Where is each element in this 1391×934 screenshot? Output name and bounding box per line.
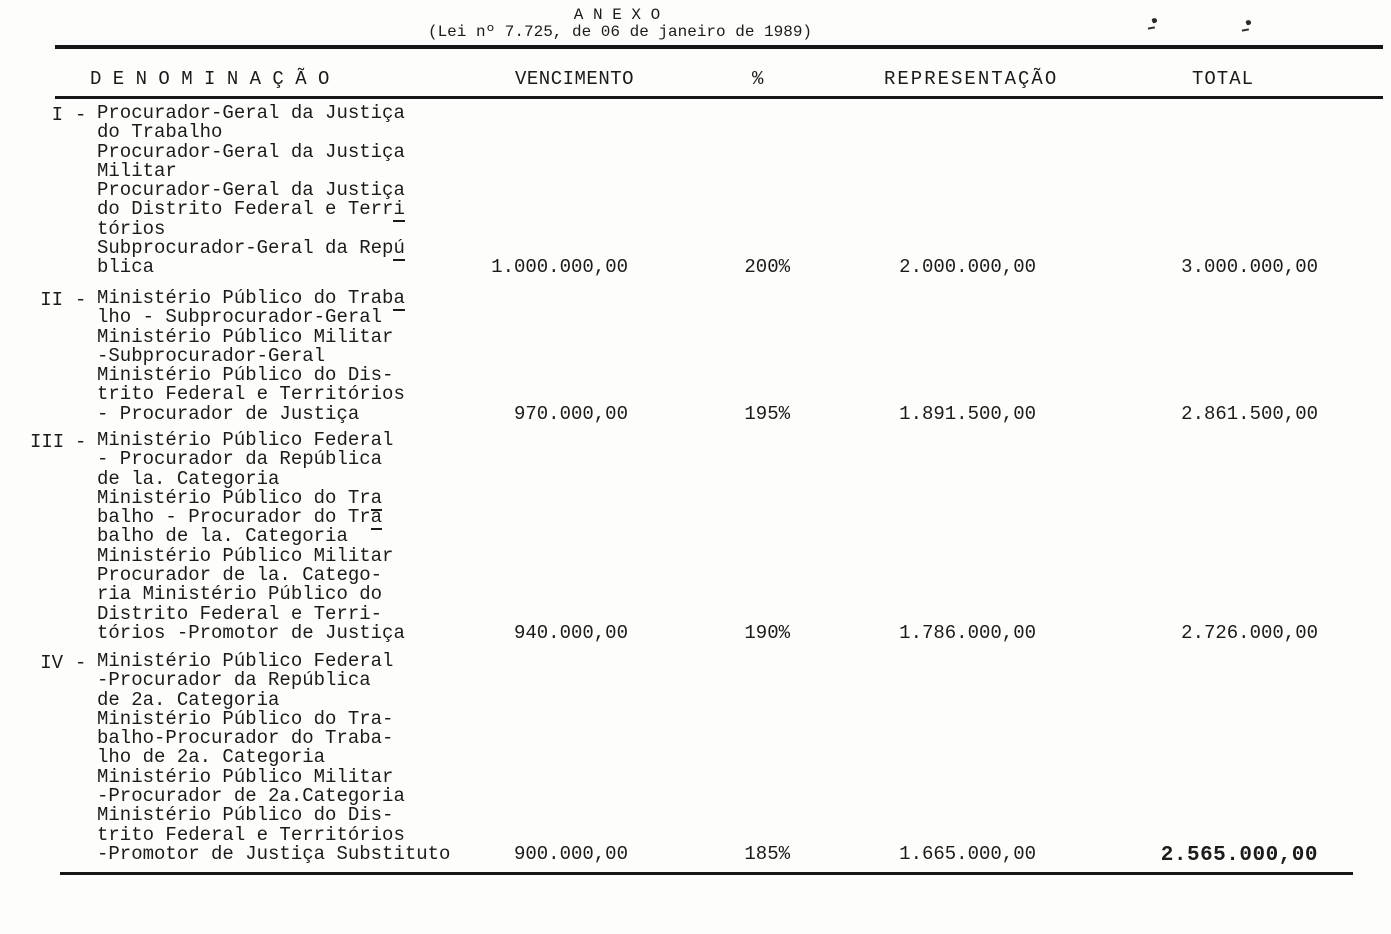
cell-denominacao [97,431,470,643]
denominacao-line: Procurador de la. Catego- [97,564,383,587]
denominacao-line: -Promotor de Justiça Substituto [97,842,451,865]
denominacao-line: - Procurador de Justiça [97,402,360,425]
denominacao-line: balho-Procurador do Traba- [97,727,394,750]
cell-representacao: 1.891.500,00 [899,402,1036,425]
denominacao-line: Ministério Público Militar [97,544,394,567]
divider-header [55,96,1383,99]
denominacao-line: Ministério Público Militar [97,325,394,348]
denominacao-line: blica [97,256,155,279]
row-dash: - [75,289,87,311]
row-numeral: II [40,289,63,311]
row-dash: - [75,431,87,453]
denominacao-line: do Trabalho [97,121,223,144]
row-dash: - [75,652,87,674]
denominacao-line: Ministério Público Federal [97,650,394,672]
denominacao-line: do Distrito Federal e Terri [97,198,405,221]
cell-percent: 195% [744,402,790,425]
cell-representacao: 1.665.000,00 [899,843,1036,865]
cell-total: 2.565.000,00 [1160,844,1318,867]
divider-top [55,45,1383,49]
denominacao-line: lho de 2a. Categoria [97,746,326,769]
column-header-denominacao: D E N O M I N A Ç Ã O [90,68,330,90]
table-row-III [30,431,470,643]
denominacao-line: Ministério Público do Traba [97,287,405,309]
denominacao-line: Militar [97,159,177,182]
ink-speck [1151,17,1158,24]
cell-representacao: 1.786.000,00 [899,622,1036,644]
denominacao-line: Ministério Público do Tra- [97,707,394,730]
table-row-I [30,104,470,278]
denominacao-line: Procurador-Geral da Justiça [97,102,405,124]
denominacao-line: Procurador-Geral da Justiça [97,179,405,202]
denominacao-line: Ministério Público do Dis- [97,804,394,827]
denominacao-line: -Procurador da República [97,669,371,692]
row-numeral: I [51,104,63,126]
denominacao-line: trito Federal e Territórios [97,823,405,846]
cell-vencimento: 970.000,00 [513,402,628,425]
denominacao-line: lho - Subprocurador-Geral [97,306,383,329]
cell-representacao: 2.000.000,00 [899,256,1036,279]
cell-vencimento: 1.000.000,00 [491,256,628,279]
ink-speck [1245,19,1252,26]
cell-total: 3.000.000,00 [1181,256,1318,279]
denominacao-line: tórios -Promotor de Justiça [97,621,405,644]
column-header-representacao: REPRESENTAÇÃO [884,68,1059,90]
denominacao-line: Subprocurador-Geral da Repú [97,237,405,260]
denominacao-line: -Subprocurador-Geral [97,344,326,367]
denominacao-line: Procurador-Geral da Justiça [97,140,405,163]
cell-denominacao [97,652,470,864]
cell-denominacao [97,289,470,424]
denominacao-line: tórios [97,217,166,240]
cell-percent: 190% [744,622,790,644]
denominacao-line: Ministério Público Federal [97,429,394,451]
cell-vencimento: 940.000,00 [513,622,628,644]
denominacao-line: Ministério Público do Tra [97,486,383,509]
denominacao-line: balho - Procurador do Tra [97,506,383,529]
table-row-IV [30,652,470,864]
row-numeral: III [30,431,65,453]
denominacao-line: trito Federal e Territórios [97,383,405,406]
cell-percent: 200% [744,256,790,279]
row-dash: - [75,104,87,126]
denominacao-line: Distrito Federal e Terri- [97,602,383,625]
denominacao-line: Ministério Público Militar [97,765,394,788]
column-header-percent: % [752,68,764,90]
cell-total: 2.726.000,00 [1181,622,1318,644]
denominacao-line: ria Ministério Público do [97,583,383,606]
cell-percent: 185% [744,843,790,865]
divider-bottom [60,872,1353,875]
denominacao-line: balho de la. Categoria [97,525,348,548]
cell-total: 2.861.500,00 [1181,402,1318,425]
column-header-vencimento: VENCIMENTO [515,68,635,90]
denominacao-line: de 2a. Categoria [97,688,280,711]
table-row-II [30,289,470,424]
row-numeral: IV [40,652,63,674]
cell-denominacao [97,104,470,278]
denominacao-line: de la. Categoria [97,467,280,490]
column-header-total: TOTAL [1192,68,1255,90]
page-subtitle: (Lei nº 7.725, de 06 de janeiro de 1989) [427,23,813,41]
denominacao-line: - Procurador da República [97,448,383,471]
denominacao-line: Ministério Público do Dis- [97,364,394,387]
cell-vencimento: 900.000,00 [513,843,628,865]
denominacao-line: -Procurador de 2a.Categoria [97,785,405,808]
page-title: A N E X O [573,6,661,24]
